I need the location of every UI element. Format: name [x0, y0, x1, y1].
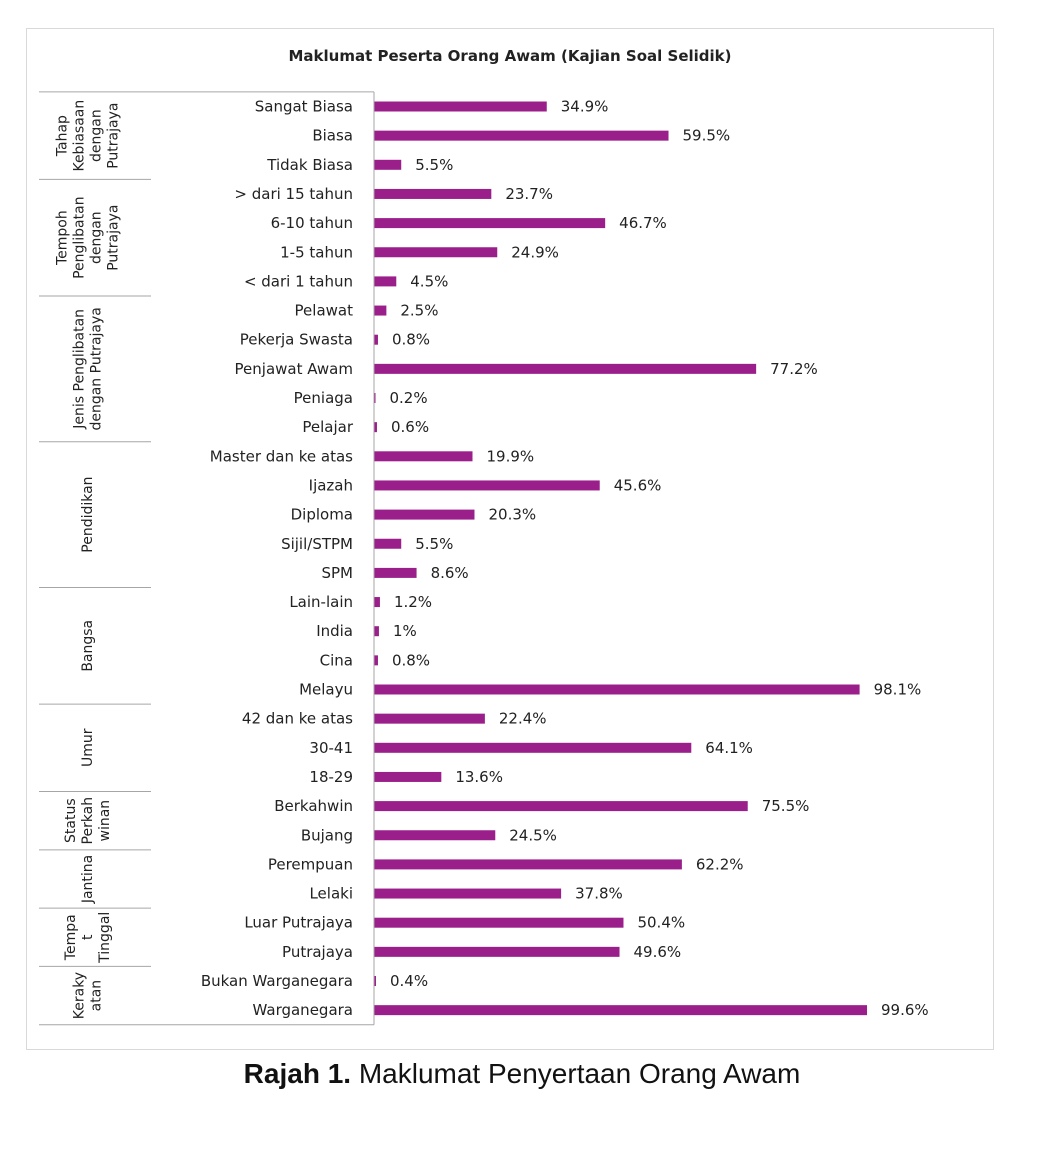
bar: [374, 247, 497, 257]
data-label: 37.8%: [575, 884, 623, 903]
group-label: [80, 620, 96, 672]
category-label: Lain-lain: [289, 593, 353, 612]
bar: [374, 743, 691, 753]
data-label: 0.4%: [389, 972, 429, 990]
category-label: Bukan Warganegara: [200, 972, 353, 990]
data-label: 1%: [392, 622, 417, 641]
bar: [374, 801, 748, 811]
category-label: Pelajar: [302, 418, 353, 437]
group-label-line: Tahap: [54, 115, 71, 157]
chart-body: [39, 92, 929, 1025]
data-label: 0.2%: [389, 389, 428, 407]
bar: [374, 451, 473, 461]
group-label-line: dengan: [88, 211, 105, 265]
group-label-line: Umur: [80, 728, 96, 768]
group-label: [80, 476, 96, 552]
data-label: 2.5%: [400, 301, 439, 320]
bar: [374, 568, 417, 578]
data-label: 64.1%: [705, 738, 753, 757]
category-label: > dari 15 tahun: [234, 184, 353, 203]
bar: [374, 626, 379, 636]
bar: [374, 131, 669, 141]
bar: [374, 510, 474, 520]
data-label: 34.9%: [560, 97, 609, 116]
chart-title: Maklumat Peserta Orang Awam (Kajian Soal Selidik): [288, 47, 732, 65]
data-label: 0.8%: [391, 651, 431, 670]
data-label: 19.9%: [486, 447, 535, 466]
bar: [374, 889, 561, 899]
bar: [374, 335, 378, 345]
group-label-line: Perkah: [80, 796, 96, 845]
data-label: 1.2%: [393, 593, 433, 612]
bar: [374, 685, 860, 695]
category-label: Master dan ke atas: [209, 447, 353, 466]
bar: [374, 102, 547, 112]
data-label: 45.6%: [613, 476, 662, 495]
group-label: [80, 728, 96, 767]
bar-chart: [27, 29, 993, 1049]
category-label: < dari 1 tahun: [243, 272, 353, 291]
category-label: Warganegara: [252, 1001, 353, 1020]
category-label: Berkahwin: [274, 797, 353, 816]
category-label: Bujang: [300, 826, 353, 845]
category-label: 6-10 tahun: [270, 214, 353, 233]
data-label: 24.9%: [511, 243, 559, 262]
category-label: Perempuan: [267, 855, 353, 874]
data-label: 22.4%: [498, 709, 547, 728]
bar: [374, 160, 401, 170]
bar: [374, 189, 491, 199]
bar: [374, 714, 485, 724]
group-label: [63, 912, 113, 964]
group-label-line: Putrajaya: [105, 204, 122, 271]
category-label: Cina: [319, 651, 353, 670]
group-label-line: Putrajaya: [105, 102, 122, 169]
data-label: 46.7%: [619, 214, 667, 233]
bar: [374, 539, 401, 549]
data-label: 5.5%: [415, 155, 454, 174]
data-label: 62.2%: [695, 855, 744, 874]
bar: [374, 859, 682, 869]
group-label: [63, 797, 113, 845]
data-label: 8.6%: [430, 563, 469, 582]
data-label: 59.5%: [682, 126, 731, 145]
category-label: Sijil/STPM: [281, 534, 353, 553]
chart-frame: [26, 28, 994, 1050]
data-label: 77.2%: [770, 359, 818, 378]
group-label: [72, 972, 105, 1019]
category-label: Sangat Biasa: [254, 97, 353, 116]
group-label-line: Kebiasaan: [71, 99, 88, 172]
group-label-line: Pendidikan: [80, 476, 96, 553]
group-label-line: Keraky: [71, 971, 88, 1020]
category-label: Pelawat: [294, 301, 353, 320]
category-label: Melayu: [299, 680, 353, 699]
group-label-line: dengan: [88, 109, 105, 163]
group-label-line: Jenis Penglibatan: [71, 308, 88, 429]
data-label: 23.7%: [505, 184, 553, 203]
group-label-line: Tempoh: [54, 210, 71, 266]
data-label: 4.5%: [410, 272, 449, 291]
group-label-line: t: [80, 934, 96, 941]
category-label: SPM: [321, 563, 353, 582]
caption-text: Maklumat Penyertaan Orang Awam: [351, 1058, 801, 1089]
data-label: 49.6%: [633, 942, 682, 961]
group-label-line: atan: [88, 979, 105, 1012]
group-label: [72, 307, 105, 430]
group-label: [55, 196, 122, 279]
data-label: 13.6%: [455, 767, 503, 786]
caption-prefix: Rajah 1.: [243, 1058, 352, 1089]
category-label: 42 dan ke atas: [241, 709, 353, 728]
group-label-line: dengan Putrajaya: [88, 307, 105, 431]
category-label: Diploma: [290, 505, 353, 524]
bar: [374, 655, 378, 665]
data-label: 75.5%: [761, 797, 810, 816]
bar: [374, 276, 396, 286]
bar: [374, 1005, 867, 1015]
group-label-line: Tempa: [63, 914, 79, 961]
category-label: Penjawat Awam: [234, 359, 353, 378]
bar: [374, 218, 605, 228]
group-label-line: Penglibatan: [71, 196, 88, 279]
category-label: Ijazah: [308, 476, 353, 495]
data-label: 98.1%: [873, 680, 922, 699]
category-label: Lelaki: [309, 884, 353, 903]
category-label: Peniaga: [293, 389, 353, 407]
data-label: 0.8%: [391, 330, 431, 349]
data-label: 50.4%: [637, 913, 686, 932]
bar: [374, 364, 756, 374]
bar: [374, 597, 380, 607]
category-label: Luar Putrajaya: [244, 913, 353, 932]
data-label: 0.6%: [390, 418, 430, 437]
category-label: Tidak Biasa: [267, 155, 353, 174]
figure-caption: [0, 1058, 1044, 1090]
group-label-line: Status: [63, 798, 79, 843]
category-label: 18-29: [309, 767, 353, 786]
data-label: 24.5%: [509, 826, 557, 845]
category-label: India: [316, 622, 353, 641]
group-label: [80, 855, 96, 904]
data-label: 20.3%: [488, 505, 537, 524]
data-label: 99.6%: [881, 1001, 929, 1020]
category-label: Biasa: [312, 126, 353, 145]
group-label-line: Tinggal: [97, 911, 113, 963]
bar: [374, 918, 623, 928]
bar: [374, 830, 495, 840]
bar: [374, 772, 441, 782]
group-label-line: Jantina: [80, 854, 96, 904]
category-label: 1-5 tahun: [280, 243, 353, 262]
category-label: Putrajaya: [282, 942, 353, 961]
bar: [374, 947, 620, 957]
group-label-line: winan: [97, 799, 113, 842]
group-label-line: Bangsa: [80, 619, 96, 672]
data-label: 5.5%: [415, 534, 454, 553]
bar: [374, 480, 600, 490]
category-label: Pekerja Swasta: [239, 330, 353, 349]
group-label: [55, 100, 122, 172]
bar: [374, 306, 386, 316]
category-label: 30-41: [309, 738, 353, 757]
